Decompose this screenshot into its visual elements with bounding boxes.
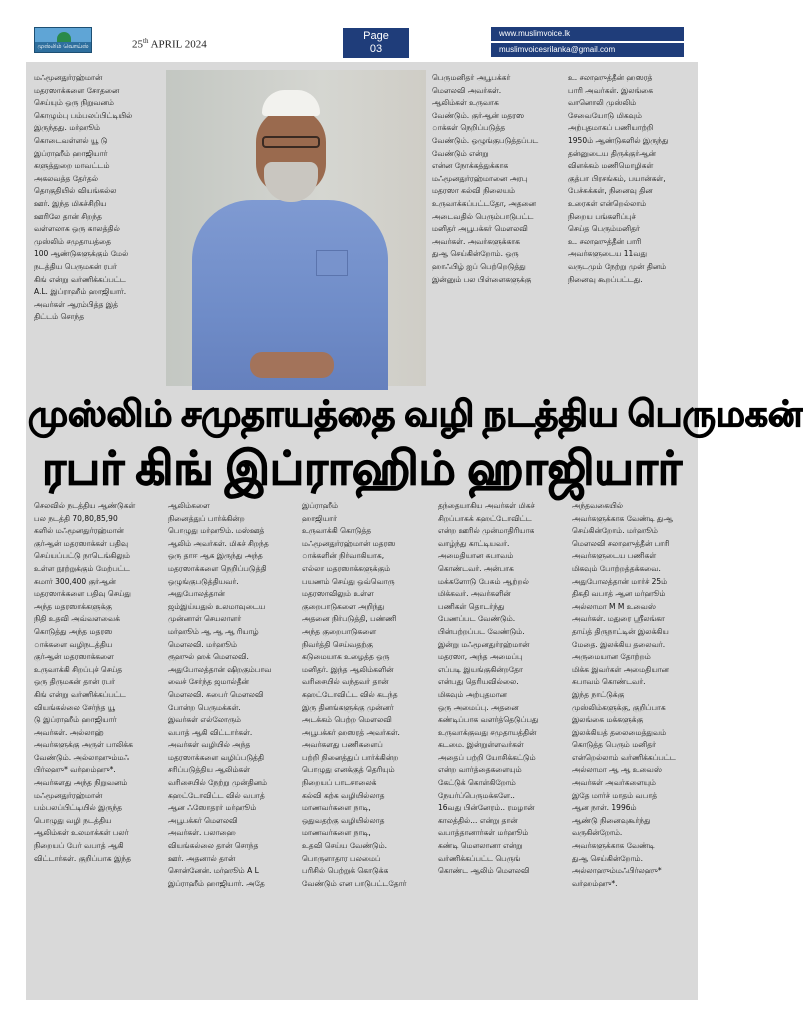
mosque-dome-icon [57,32,71,42]
headline-line-1: முஸ்லிம் சமுதாயத்தை வழி நடத்திய பெருமகன் [28,394,803,434]
article-column-bottom-5: அந்தவகையில் அவர்களுக்காக வேண்டி துஆ செய்கின்றோம். மர்ஹூம் மௌலவி சலாஹுத்தீன் பாரி அவர்களுடைய பணிகள் மிகவும் போற்றத்தக்கவை. அதுபோலத்தான் மார்ச் 25ம் திகதி வபாத் ஆன மர்ஹூம் அல்லாமா M M உவைஸ் அவர்கள். மதுரை ஸ்ரீலங்கா தாய்த் திருநாட்டின் இலக்கிய மேதை. இலக்கிய தலைவர். அருமையான தோற்றம் மிக்க இவர்கள் அமைதியான சுபாவம் கொண்டவர். இந்த நாட்டுக்கு முஸ்லிம்களுக்கு, குறிப்பாக இலங்கை மக்களுக்கு இலக்கியத் தலைமைத்துவம் கொடுத்த பெரும் மனிதர் என்றெல்லாம் வர்ணிக்கப்பட்ட அல்லாமா ஆ ஆ உவைஸ் அவர்கள் அவர்களையும் இதே மார்ச் மாதம் வபாத் ஆன நாள். 1996ம் ஆண்டு நினைவுகூர்ந்து வருகின்றோம். அவர்களுக்காக வேண்டி துஆ செய்கின்றோம். அல்லாஹும்மஃபிர்லஹு* வர்ஹம்ஹு*. [572,501,676,888]
article-column-top-left: மஃமூனதுர்ரஹ்மான் மதரஸாக்களை சோதனை செய்யும் ஒரு நிறுவனம் கொழும்பு பம்பலப்பிட்டியில் இருந்தது. மர்ஹூம் கொடைவள்ளல் யூ டு இப்ராஹீம் ஹாஜியார் களுத்துறை மாவட்டம் அகலவத்த தேர்தல் தொகுதியில் வியங்கல்ல ஊர். இந்த மிகச்சிறிய ஊரிலே தான் சிறந்த வள்ளலாக ஒரு காலத்தில் முஸ்லிம் சமுதாயத்தை 100 ஆண்டுகளுக்கும் மேல் நடத்திய பெருமகன் ரபர் கிங் என்று வர்ணிக்கப்பட்ட A.L. இப்ராஹீம் ஹாஜியார். அவர்கள் ஆரம்பித்த இத் திட்டம் சொந்த [34,73,133,322]
article-column-top-right: உ. சலாஹுத்தீன் ஹஸரத் பாரி அவர்கள். இலங்கை வானொலி முஸ்லிம் சேவையோடு மிகவும் அற்புதமாகப் பணியாற்றி 1950ம் ஆண்டுகளில் இருந்து தன்னுடைய திருக்குர்ஆன் விளக்கம் மணிமொழிகள் குத்பா பிரசங்கம், பயான்கள், பேச்சுக்கள், நினைவு தின உரைகள் என்றெல்லாம் நிறைய பங்களிப்புச் செய்த பெரும்மனிதர் உ. சலாஹுத்தீன் பாரி அவர்களுடைய 11வது வருடமும் நேற்று முன் தினம் நினைவு கூறப்பட்டது. [568,73,669,284]
photo-glasses [262,136,320,148]
article-column-bottom-3: இப்ராஹீம் ஹாஜியார் உருவாக்கி கொடுத்த மஃமூனதுர்ரஹ்மான் மதரஸ ாக்களின் நிர்வாகியாக, எல்லா மதரஸாக்களுக்கும் பயணம் செய்து ஒவ்வொரு மதரஸாவிலும் உள்ள குறைபாடுகளை அறிந்து அதனை நிர்படுத்தி, பண்ணி அந்த குறைபாடுகளை நிவர்த்தி செய்வதற்கு கடுமையாக உழைத்த ஒரு மனிதர். இந்த ஆலிம்களின் வரிசையில் வந்தவர் தான் கஹட்டோவிட்ட வில் கடந்த இரு தினங்களுக்கு முன்னர் அடக்கம் பெற்ற மௌலவி அபூபக்கர் ஹஸரத் அவர்கள். அவர்களது பணிகளைப் பற்றி நினைத்துப் பார்க்கின்ற பொழுது எனக்குத் தெரியும் நிறையப் பாடசாலைக் கல்வி கற்க வழியில்லாத மாணவர்களை நாடி, ஒதுவதற்கு வழியில்லாத மாணவர்களை நாடி, உதவி செய்ய வேண்டும். பொருளாதார பலமைப் பரிசில் பெற்றுக் கொடுக்க வேண்டும் என பாடுபட்டதோர் [302,501,407,888]
portrait-photo [166,70,426,386]
article-column-top-middle: பெருமனிதர் அபூபக்கர் மௌலவி அவர்கள். ஆலிம்கள் உருவாக வேண்டும். குர்ஆன் மதரஸ ாக்கள் நெறிப்படுத்த வேண்டும். ஒழுங்குபடுத்தப்பட வேண்டும் என்று என்ன நோக்கத்துக்காக மஃமூனதுர்ரஹ்மானை அரபு மதரஸா கல்வி நிலையம் உருவாக்கப்பட்டதோ, அதனை அடைவதில் பெரும்பாடுபட்ட மனிதர் அபூபக்கர் மௌலவி அவர்கள். அவர்களுக்காக துஆ செய்கின்றோம். ஒரு ஹாஃபிழ் ஐப் பெற்றெடுத்து இன்னும் பல பிள்ளைகளுக்கு [432,73,539,284]
date-month-year: APRIL 2024 [148,38,207,51]
page-header [0,0,724,58]
headline-line-2: ரபர் கிங் இப்ராஹிம் ஹாஜியார் [42,443,682,494]
muslim-voice-logo [34,27,92,53]
website-link[interactable]: www.muslimvoice.lk [491,27,684,41]
issue-date [132,37,207,51]
email-link[interactable]: muslimvoicesrilanka@gmail.com [491,43,684,57]
photo-cap [262,90,320,116]
photo-hands [250,352,334,378]
article-column-bottom-1: செலவில் நடத்திய ஆண்டுகள் பல நடத்தி 70,80,85,90 களில் மஃமூனதுர்ரஹ்மான் குர்ஆன் மதரஸாக்கள் பதிவு செய்யப்பட்டு நாடெங்கிலும் உள்ள நூற்றுக்கும் மேற்பட்ட சுமார் 300,400 குர்ஆன் மதரஸாக்களை பதிவு செய்து அந்த மதரஸாக்களுக்கு நிதி உதவி அவ்வளவைக் கொடுத்து அந்த மதரஸ ாக்களை வழிநடத்திய குர்ஆன் மதரஸாக்களை உருவாக்கி சிறப்புச் செய்த ஒரு திருமகன் தான் ரபர் கிங் என்று வர்ணிக்கப்பட்ட வியங்கல்லை சேர்ந்த யூ டு இப்ராஹீம் ஹாஜியார் அவர்கள். அல்லாஹ் அவர்களுக்கு அருள் பாலிக்க வேண்டும். அல்லாஹும்மஃ பிர்லஹு* வர்ஹம்ஹு*. அவர்களது அந்த நிறுவனம் மஃமூனதுர்ரஹ்மான் பம்பலப்பிட்டியில் இருந்த பொழுது வழி நடத்திய ஆலிம்கள் உலமாக்கள் பலர் நிறையப் பேர் வபாத் ஆகி விட்டார்கள். குறிப்பாக இந்த [34,501,136,863]
page-number: 03 [369,43,383,55]
date-day: 25 [132,38,143,51]
contact-bar [491,27,684,57]
logo-text: முஸ்லிம் வொய்ஸ் [37,43,89,50]
article-column-bottom-2: ஆலிம்களை நினைத்துப் பார்க்கின்ற பொழுது மர்ஹூம். மஸ்ஊத் ஆலிம் அவர்கள். மிகச் சிறந்த ஒரு தாஈ ஆக இருந்து அந்த மதரஸாக்களை நெறிப்படுத்தி ஒழுங்குபடுத்தியவர். அதுபோலத்தான் ஜம்இய்யதுல் உலமாவுடைய முன்னாள் செயலாளர் மர்ஹூம் ஆ ஆ ஆ ரியாழ் மௌலவி. மர்ஹூம் ரூஹுல் ஹக் மௌலவி. அதுபோலத்தான் ஷிறகும்பாவ வைச் சேர்ந்த ஜமால்தீன் மௌலவி. சுபைர் மௌலவி போன்ற பெருமக்கள். இவர்கள் எல்லோரும் வபாத் ஆகி விட்டார்கள். அவர்கள் வழியில் அந்த மதரஸாக்களை வழிப்படுத்தி சரிப்படுத்திய ஆலிம்கள் வரிசையில் நேற்று முன்தினம் கஹட்டோவிட்ட வில் வபாத் ஆன ஃஸோதரர் மர்ஹூம் அபூபக்கர் மௌலவி அவர்கள். பலாஹை வியங்கல்லை தான் சொந்த ஊர். அதனால் தான் சொன்னேன். மர்ஹூம் A L இப்ராஹீம் ஹாஜியார். அதே [168,501,272,888]
date-suffix: th [143,37,149,45]
page-label: Page [363,30,389,42]
article-column-bottom-4: தந்தையாகிய அவர்கள் மிகச் சிறப்பாகக் கஹட்டோவிட்ட என்ற ஊரில் முன்மாதிரியாக வாழ்ந்து காட்டியவர். அமைதியான சுபாவம் கொண்டவர். அன்பாக மக்களோடு பேசும் ஆற்றல் மிக்கவர். அவர்களின் பணிகள் தொடர்ந்து பேணப்பட வேண்டும். பின்பற்றப்பட வேண்டும். இன்று மஃமூனதுர்ரஹ்மான் மதரஸா, அந்த அமைப்பு எப்படி இயங்குகின்றதோ என்பது தெரியவில்லை. மிகவும் அற்புதமான ஒரு அமைப்பு. அதனை கண்டிப்பாக வளர்த்தெடுப்பது உருவாக்குவது சமுதாயத்தின் கடமை. இன்றுள்ளவர்கள் அதைப் பற்றி யோசிக்கட்டும் என்ற வார்த்தைகளையும் கேட்டுக் கொள்கிறோம் நேயர்ப்பெருமக்களே.. 16வது பின்னேரம்.. ரமழான் காலத்தில்... என்று தான் வபாத்தானார்கள் மர்ஹூம் கண்டி மௌலானா என்று வர்ணிக்கப்பட்ட பெருங் கொண்ட ஆலிம் மௌலவி [438,501,539,876]
photo-pocket [316,250,348,276]
page-number-box [343,28,409,58]
